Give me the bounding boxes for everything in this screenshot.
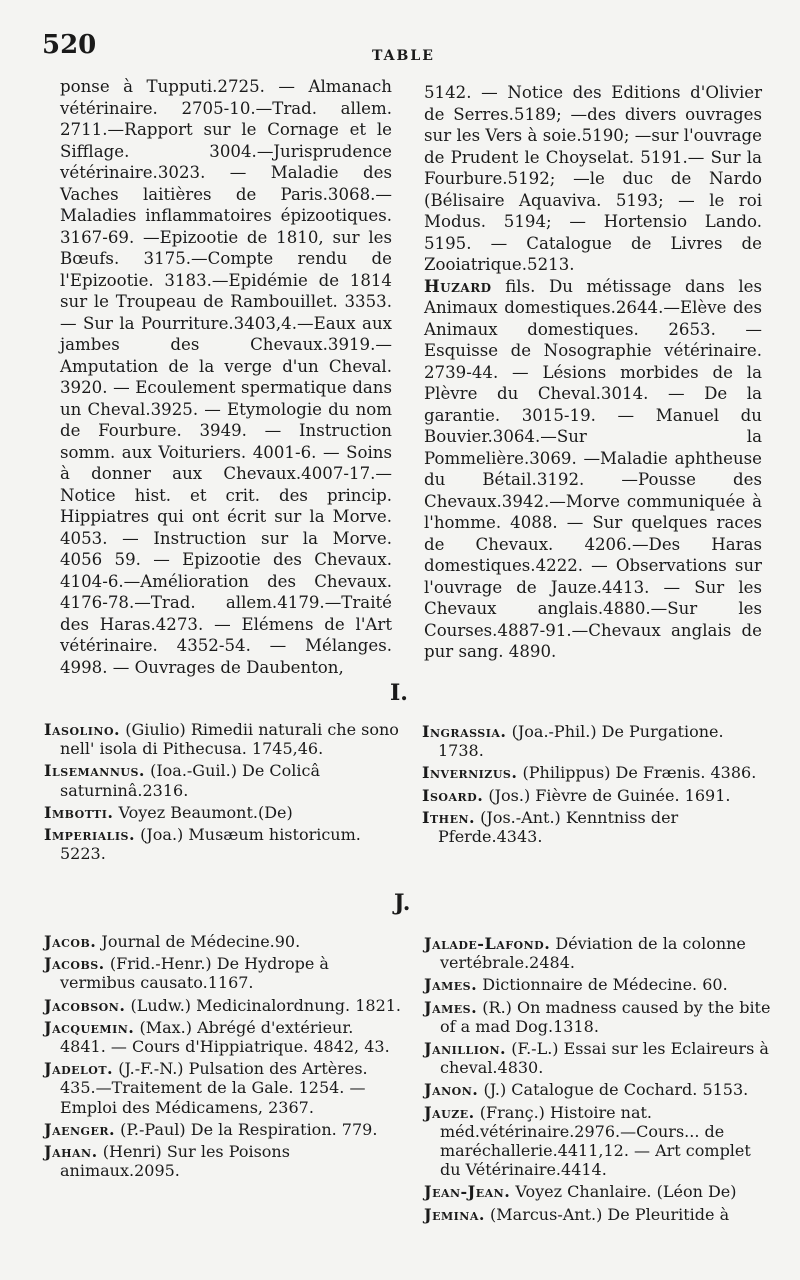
entry-name: Janon. [424,1080,479,1100]
index-entry [44,803,402,822]
entry-text: (Joa.) Musæum historicum. 5223. [60,825,361,864]
entry-text: Journal de Médecine.90. [101,932,301,951]
continuation-right-text: 5142. — Notice des Editions d'Olivier de Serres.5189; —des divers ouvrages sur les Vers à soie.5190; —sur l'ouvrage de Prudent le Choyselat. 5191.— Sur la Fourbure.5192; —le duc de Nardo (Bélisaire Aquaviva. 5193; — le roi Modus. 5194; — Hortensio Lando. 5195. — Catalogue de Livres de Zooiatrique.5213. [424,83,762,274]
index-entry [424,934,776,972]
entry-name: Isoard. [422,785,484,805]
section-letter-i: I. [390,680,408,706]
entry-name: Ilsemannus. [44,761,145,781]
entry-text: Voyez Chanlaire. (Léon De) [515,1182,737,1202]
entry-name: James. [424,997,478,1017]
index-entry [424,1182,776,1201]
index-entry [424,1103,776,1180]
entry-name: Iasolino. [44,720,121,739]
entry-text: (Marcus-Ant.) De Pleuritide à [490,1204,730,1224]
entry-text: (Joa.-Phil.) De Purgatione. 1738. [438,722,724,761]
index-entry [44,932,402,951]
entry-name: Invernizus. [422,763,518,783]
page-number: 520 [42,30,97,60]
entry-name: James. [424,975,478,995]
entry-text: (Ludw.) Medicinalordnung. 1821. [130,995,402,1015]
entry-text: (Philippus) De Frænis. 4386. [522,763,757,783]
entry-name: Jadelot. [44,1059,114,1079]
entry-text: Dictionnaire de Médecine. 60. [482,975,728,995]
entry-text: (Ioa.-Guil.) De Colicâ saturninâ.2316. [60,761,321,800]
entry-name: Jalade-Lafond. [424,934,551,953]
entry-name: Jean-Jean. [424,1182,511,1202]
index-entry [44,996,402,1015]
index-entry [424,1205,776,1224]
entry-text: Voyez Beaumont.(De) [118,802,293,822]
continuation-right-column [424,82,762,663]
entry-name: Ingrassia. [422,722,507,741]
huzard-name: Huzard [424,275,492,296]
index-entry [424,998,776,1036]
continuation-left-column: ponse à Tupputi.2725. — Almanach vétérinaire. 2705-10.—Trad. allem. 2711.—Rapport sur le Cornage et le Sifflage. 3004.—Jurisprudence vétérinaire.3023. — Maladie des Vaches laitières de Paris.3068.—Maladies inflammatoires épizootiques. 3167-69. —Epizootie de 1810, sur les Bœufs. 3175.—Compte rendu de l'Epizootie. 3183.—Epidémie de 1814 sur le Troupeau de Rambouillet. 3353. — Sur la Pourriture.3403,4.—Eaux aux jambes des Chevaux.3919.—Amputation de la verge d'un Cheval. 3920. — Ecoulement spermatique dans un Cheval.3925. — Etymologie du nom de Fourbure. 3949. — Instruction somm. aux Voituriers. 4001-6. — Soins à donner aux Chevaux.4007-17.—Notice hist. et crit. des princip. Hippiatres qui ont écrit sur la Morve. 4053. — Instruction sur la Morve. 4056 59. — Epizootie des Chevaux. 4104-6.—Amélioration des Chevaux. 4176-78.—Trad. allem.4179.—Traité des Haras.4273. — Elémens de l'Art vétérinaire. 4352-54. — Mélanges. 4998. — Ouvrages de Daubenton, [60,77,392,677]
index-entry [44,825,402,863]
index-entry [422,722,772,760]
index-entry [44,720,402,758]
entry-text: (Henri) Sur les Poisons animaux.2095. [60,1142,290,1181]
entry-text: (Frid.-Henr.) De Hydrope à vermibus causato.1167. [60,954,329,993]
entry-text: (Jos.) Fièvre de Guinée. 1691. [488,785,731,805]
entry-name: Jauze. [424,1102,475,1122]
entry-name: Imbotti. [44,802,114,822]
section-j-left-column [44,932,402,1183]
section-i-right-column [422,722,772,849]
entry-name: Jaenger. [44,1119,116,1139]
index-entry [424,1039,776,1077]
entry-text: Déviation de la colonne vertébrale.2484. [440,934,746,973]
index-entry [422,786,772,805]
index-entry [422,808,772,846]
entry-name: Ithen. [422,807,476,827]
index-entry [44,1142,402,1180]
entry-text: (Giulio) Rimedii naturali che sono nell' isola di Pithecusa. 1745,46. [60,720,399,759]
entry-name: Jemina. [424,1204,485,1224]
entry-text: (Max.) Abrégé d'extérieur. 4841. — Cours d'Hippiatrique. 4842, 43. [60,1017,390,1057]
huzard-entry [424,276,762,663]
index-entry [424,1080,776,1099]
index-entry [44,1018,402,1056]
index-entry [44,954,402,992]
huzard-text: fils. Du métissage dans les Animaux domestiques.2644.—Elève des Animaux domestiques. 2653. — Esquisse de Nosographie vétérinaire. 2739-44. — Lésions morbides de la Plèvre du Cheval.3014. — De la garantie. 3015-19. — Manuel du Bouvier.3064.—Sur la Pommelière.3069. —Maladie aphtheuse du Bétail.3192. —Pousse des Chevaux.3942.—Morve communiquée à l'homme. 4088. — Sur quelques races de Chevaux. 4206.—Des Haras domestiques.4222. — Observations sur l'ouvrage de Jauze.4413. — Sur les Chevaux anglais.4880.—Sur les Courses.4887-91.—Chevaux anglais de pur sang. 4890. [424,276,763,661]
index-entry [44,761,402,799]
entry-text: (R.) On madness caused by the bite of a mad Dog.1318. [440,997,771,1036]
entry-name: Imperialis. [44,825,136,845]
section-j-right-column [424,934,776,1227]
index-entry [44,1120,402,1139]
entry-name: Jacobson. [44,995,126,1015]
entry-name: Jacob. [44,932,97,951]
running-header: TABLE [372,48,435,64]
index-entry [424,975,776,994]
index-entry [44,1059,402,1117]
entry-name: Jacobs. [44,954,105,974]
entry-text: (Jos.-Ant.) Kenntniss der Pferde.4343. [438,807,679,847]
index-entry [422,763,772,782]
section-letter-j: J. [394,890,411,916]
entry-name: Jacquemin. [44,1017,135,1037]
section-i-left-column [44,720,402,866]
entry-text: (Franç.) Histoire nat. méd.vétérinaire.2976.—Cours... de maréchallerie.4411,12. — Art complet du Vétérinaire.4414. [440,1102,751,1180]
entry-name: Janillion. [424,1039,507,1059]
entry-name: Jahan. [44,1142,98,1162]
entry-text: (F.-L.) Essai sur les Eclaireurs à cheval.4830. [440,1039,769,1078]
entry-text: (P.-Paul) De la Respiration. 779. [120,1119,378,1139]
entry-text: (J.-F.-N.) Pulsation des Artères. 435.—Traitement de la Gale. 1254. — Emploi des Médicamens, 2367. [60,1059,368,1117]
entry-text: (J.) Catalogue de Cochard. 5153. [483,1080,749,1100]
